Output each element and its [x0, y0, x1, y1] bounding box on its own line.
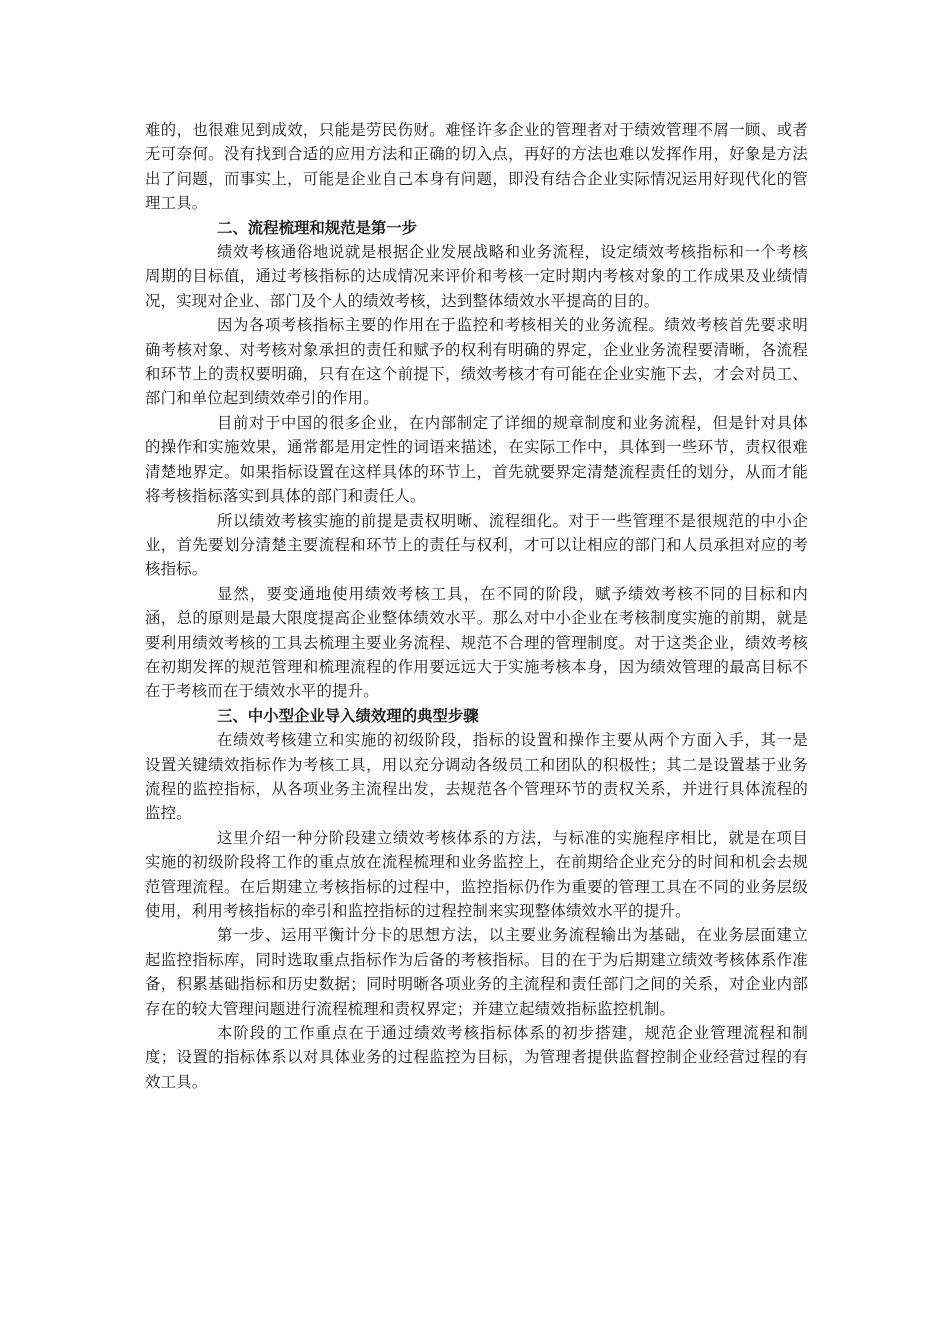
section-3-paragraph-3: 第一步、运用平衡计分卡的思想方法，以主要业务流程输出为基础，在业务层面建立起监控指标库，同时选取重点指标作为后备的考核指标。目的在于为后期建立绩效考核体系作准备，积累基础指标和历史数据；同时明晰各项业务的主流程和责任部门之间的关系，对企业内部存在的较大管理问题进行流程梳理和责权界定；并建立起绩效指标监控机制。	[145, 926, 808, 1018]
section-2-paragraph-2: 因为各项考核指标主要的作用在于监控和考核相关的业务流程。绩效考核首先要求明确考核对象、对考核对象承担的责任和赋予的权利有明确的界定，企业业务流程要清晰，各流程和环节上的责权要明确，只有在这个前提下，绩效考核才有可能在企业实施下去，才会对员工、部门和单位起到绩效牵引的作用。	[145, 316, 808, 408]
document-page	[145, 118, 808, 1094]
section-2-heading: 二、流程梳理和规范是第一步	[217, 218, 418, 237]
section-2-paragraph-3: 目前对于中国的很多企业，在内部制定了详细的规章制度和业务流程，但是针对具体的操作和实施效果，通常都是用定性的词语来描述，在实际工作中，具体到一些环节，责权很难清楚地界定。如果指标设置在这样具体的环节上，首先就要界定清楚流程责任的划分，从而才能将考核指标落实到具体的部门和责任人。	[145, 413, 808, 506]
section-2-paragraph-5: 显然，要变通地使用绩效考核工具，在不同的阶段，赋予绩效考核不同的目标和内涵，总的原则是最大限度提高企业整体绩效水平。那么对中小企业在考核制度实施的前期，就是要利用绩效考核的工具去梳理主要业务流程、规范不合理的管理制度。对于这类企业，绩效考核在初期发挥的规范管理和梳理流程的作用要远远大于实施考核本身，因为绩效管理的最高目标不在于考核而在于绩效水平的提升。	[145, 584, 808, 701]
section-3-paragraph-2: 这里介绍一种分阶段建立绩效考核体系的方法，与标准的实施程序相比，就是在项目实施的初级阶段将工作的重点放在流程梳理和业务监控上，在前期给企业充分的时间和机会去规范管理流程。在后期建立考核指标的过程中，监控指标仍作为重要的管理工具在不同的业务层级使用，利用考核指标的牵引和监控指标的过程控制来实现整体绩效水平的提升。	[145, 828, 808, 920]
section-3-paragraph-1: 在绩效考核建立和实施的初级阶段，指标的设置和操作主要从两个方面入手，其一是设置关键绩效指标作为考核工具，用以充分调动各级员工和团队的积极性；其二是设置基于业务流程的监控指标，从各项业务主流程出发，去规范各个管理环节的责权关系，并进行具体流程的监控。	[145, 731, 808, 823]
section-3-paragraph-4: 本阶段的工作重点在于通过绩效考核指标体系的初步搭建，规范企业管理流程和制度；设置的指标体系以对具体业务的过程监控为目标，为管理者提供监督控制企业经营过程的有效工具。	[145, 1024, 808, 1091]
section-2-paragraph-4: 所以绩效考核实施的前提是责权明晰、流程细化。对于一些管理不是很规范的中小企业，首先要划分清楚主要流程和环节上的责任与权利，才可以让相应的部门和人员承担对应的考核指标。	[145, 511, 808, 579]
section-3-heading: 三、中小型企业导入绩效理的典型步骤	[217, 706, 479, 725]
intro-paragraph: 难的，也很难见到成效，只能是劳民伤财。难怪许多企业的管理者对于绩效管理不屑一顾、或者无可奈何。没有找到合适的应用方法和正确的切入点，再好的方法也难以发挥作用，好象是方法出了问题，而事实上，可能是企业自己本身有问题，即没有结合企业实际情况运用好现代化的管理工具。	[145, 121, 808, 213]
section-2-paragraph-1: 绩效考核通俗地说就是根据企业发展战略和业务流程，设定绩效考核指标和一个考核周期的目标值，通过考核指标的达成情况来评价和考核一定时期内考核对象的工作成果及业绩情况，实现对企业、部门及个人的绩效考核，达到整体绩效水平提高的目的。	[145, 243, 808, 310]
